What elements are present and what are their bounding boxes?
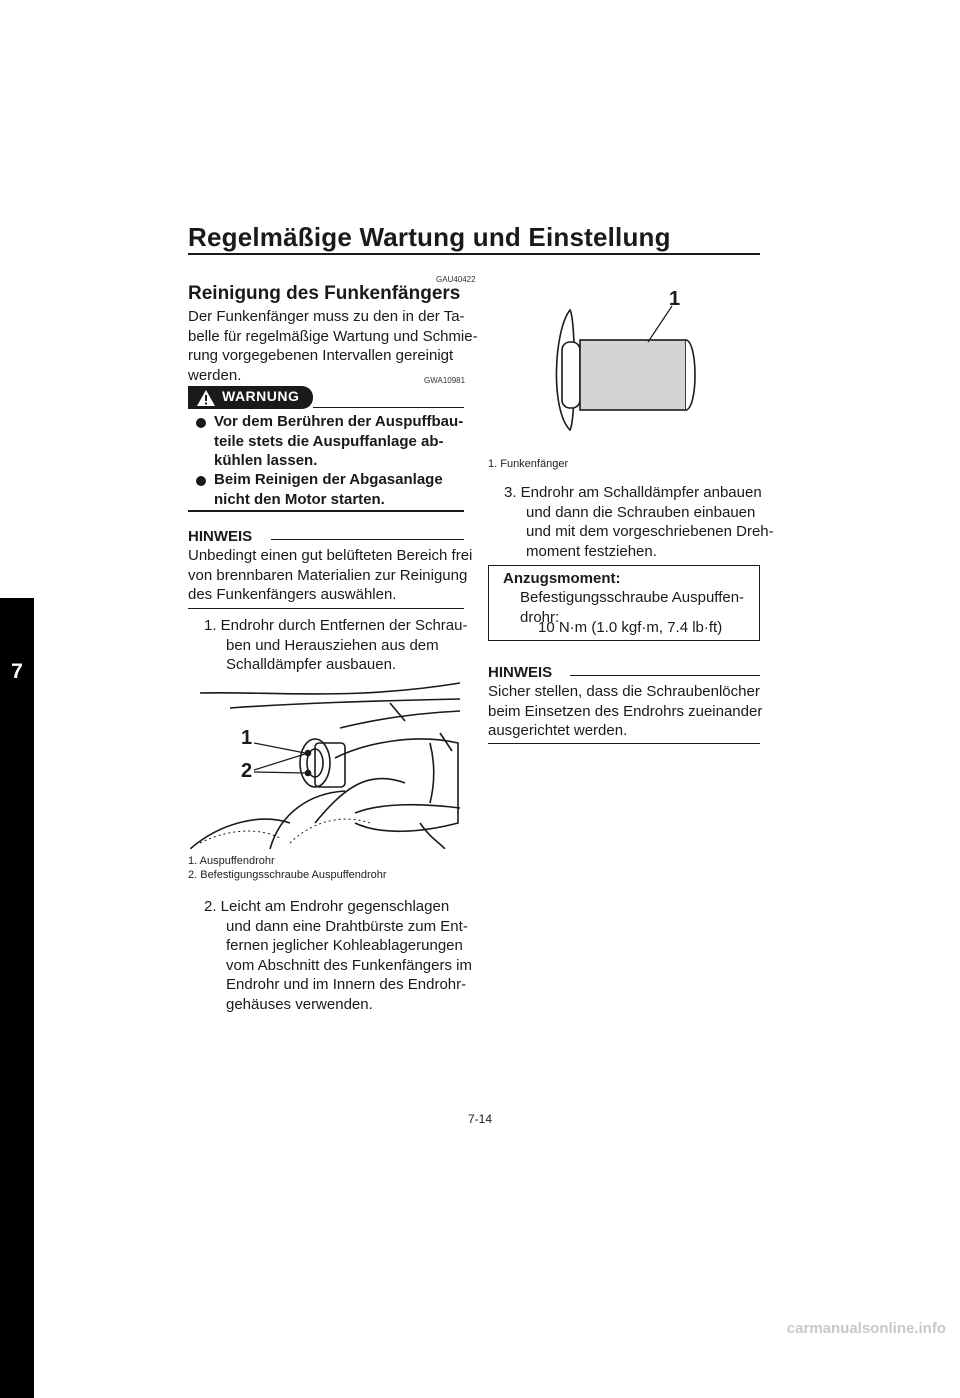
torque-item: Befestigungsschraube Auspuffen- drohr: xyxy=(520,589,745,626)
muffler-illustration xyxy=(190,673,464,849)
warning-bottom-rule xyxy=(188,510,464,512)
torque-value: 10 N·m (1.0 kgf·m, 7.4 lb·ft) xyxy=(538,619,723,636)
page-number: 7-14 xyxy=(467,1112,493,1126)
warning-code: GWA10981 xyxy=(424,376,466,385)
note-bottom-rule xyxy=(488,743,760,744)
warning-triangle-icon xyxy=(196,389,216,407)
section-code: GAU40422 xyxy=(436,275,476,284)
figure1-callout-2: 2 xyxy=(241,760,253,782)
title-rule xyxy=(188,253,760,255)
note-label: HINWEIS xyxy=(488,664,553,681)
warning-header-rule xyxy=(313,407,464,408)
step-1: 1. Endrohr durch Entfernen der Schrau- ben und Herausziehen aus dem Schalldämpfer ausbauen. xyxy=(204,617,468,673)
section-intro: Der Funkenfänger muss zu den in der Ta- belle für regelmäßige Wartung und Schmie- rung vorgegebenen Intervallen gereinigt werden. xyxy=(188,308,478,384)
note-header-rule xyxy=(570,675,760,676)
figure1-captions: 1. Auspuffendrohr 2. Befestigungsschraube Auspuffendrohr xyxy=(188,855,387,881)
note-label: HINWEIS xyxy=(188,528,253,545)
warning-item-1: Vor dem Berühren der Auspuffbau- teile stets die Auspuffanlage ab- kühlen lassen. xyxy=(214,413,464,469)
warning-item-2: Beim Reinigen der Abgasanlage nicht den Motor starten. xyxy=(214,471,443,508)
page-title: Regelmäßige Wartung und Einstellung xyxy=(188,222,671,252)
warning-bullet xyxy=(196,476,206,486)
step-2: 2. Leicht am Endrohr gegenschlagen und dann eine Drahtbürste zum Ent- fernen jeglicher Kohleablagerungen vom Abschnitt des Funkenfängers im Endrohr und im Innern des Endrohr- gehäuses verwenden. xyxy=(204,898,472,1013)
figure2-callout-1: 1 xyxy=(669,288,681,310)
warning-label: WARNUNG xyxy=(222,388,300,404)
torque-label: Anzugsmoment: xyxy=(503,570,621,587)
figure1-callout-1: 1 xyxy=(241,727,253,749)
section-heading: Reinigung des Funkenfängers xyxy=(188,283,461,304)
spark-arrester-illustration xyxy=(540,290,720,450)
step-3: 3. Endrohr am Schalldämpfer anbauen und dann die Schrauben einbauen und mit dem vorgeschriebenen Dreh- moment festziehen. xyxy=(504,484,774,560)
footer-watermark[interactable]: carmanualsonline.info xyxy=(786,1320,946,1337)
note-bottom-rule xyxy=(188,608,464,609)
warning-bullet xyxy=(196,418,206,428)
figure2-caption: 1. Funkenfänger xyxy=(488,458,569,470)
chapter-tab xyxy=(0,598,34,1398)
note-text: Unbedingt einen gut belüfteten Bereich frei von brennbaren Materialien zur Reinigung des Funkenfängers auswählen. xyxy=(188,547,473,603)
note-header-rule xyxy=(271,539,464,540)
note-text: Sicher stellen, dass die Schraubenlöcher beim Einsetzen des Endrohrs zueinander ausgerichtet werden. xyxy=(488,683,763,739)
chapter-number: 7 xyxy=(11,660,23,683)
